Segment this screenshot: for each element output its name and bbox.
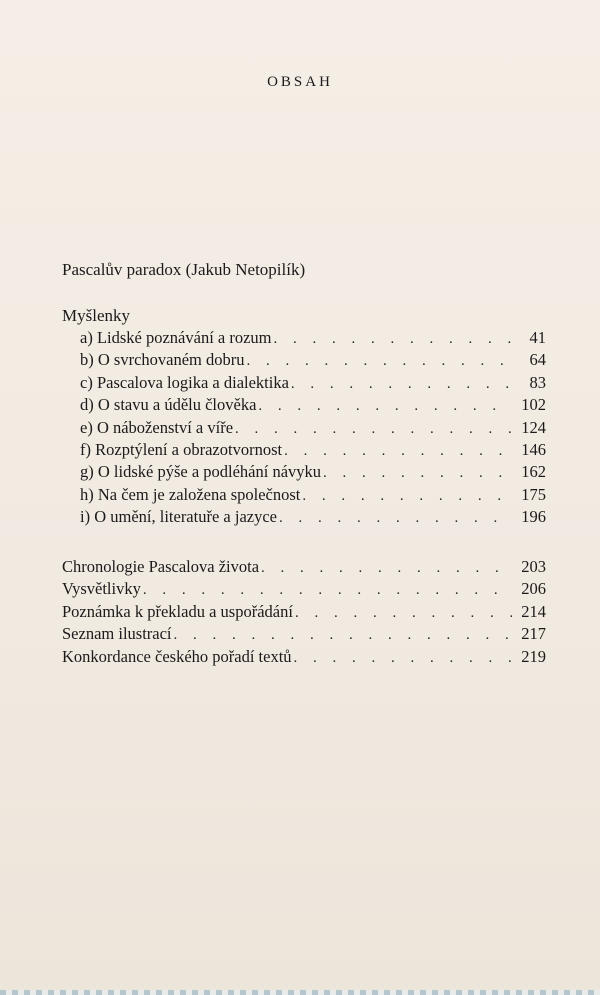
toc-entry-page: 162 (521, 462, 546, 482)
toc-entry-page: 219 (521, 646, 546, 666)
toc-entry-page: 214 (521, 601, 546, 621)
toc-entry (62, 578, 546, 600)
toc-entry-label: g) O lidské pýše a podléhání návyku (80, 462, 322, 482)
toc-entry-page: 41 (529, 328, 546, 347)
toc-entry-label: Seznam ilustrací (62, 624, 172, 644)
toc-entry (62, 484, 546, 506)
dot-leader (258, 395, 512, 417)
dot-leader (274, 328, 512, 350)
toc-entry-page: 203 (521, 557, 546, 576)
toc-entry (62, 327, 546, 349)
dot-leader (261, 557, 512, 579)
toc-entry-label: a) Lidské poznávání a rozum (80, 328, 272, 347)
toc-entry-label: e) O náboženství a víře (80, 417, 234, 437)
toc-entry-label: b) O svrchovaném dobru (80, 350, 245, 370)
section-toc-list (62, 327, 546, 529)
toc-entry-page: 146 (521, 439, 546, 459)
toc-entry-page: 217 (521, 624, 546, 644)
section-title: Myšlenky (62, 306, 130, 325)
appendix-toc-list (62, 556, 546, 668)
toc-entry-label: h) Na čem je založena společnost (80, 484, 301, 504)
toc-entry-label: Poznámka k překladu a uspořádání (62, 601, 293, 621)
toc-entry (62, 601, 546, 623)
toc-entry (62, 372, 546, 394)
page-edge (0, 990, 600, 995)
toc-entry (62, 646, 546, 668)
toc-entry-page: 102 (521, 395, 546, 415)
toc-entry-page: 124 (521, 417, 546, 437)
toc-entry-label: f) Rozptýlení a obrazotvornost (80, 439, 283, 459)
toc-entry-label: c) Pascalova logika a dialektika (80, 372, 289, 392)
toc-entry-label: Vysvětlivky (62, 579, 141, 599)
toc-entry-page: 83 (529, 372, 546, 392)
toc-entry-page: 196 (521, 507, 546, 527)
toc-entry (62, 349, 546, 371)
dot-leader (284, 440, 512, 462)
dot-leader (302, 485, 512, 507)
dot-leader (279, 507, 512, 529)
toc-entry-page: 175 (521, 484, 546, 504)
toc-entry-page: 64 (529, 350, 546, 370)
dot-leader (295, 602, 512, 624)
dot-leader (174, 624, 512, 646)
dot-leader (247, 350, 512, 372)
toc-entry-label: Chronologie Pascalova života (62, 557, 260, 576)
dot-leader (323, 462, 512, 484)
toc-entry (62, 623, 546, 645)
intro-entry: Pascalův paradox (Jakub Netopilík) (62, 260, 306, 279)
toc-entry (62, 461, 546, 483)
toc-entry-label: d) O stavu a údělu člověka (80, 395, 257, 415)
toc-entry (62, 439, 546, 461)
dot-leader (235, 418, 512, 440)
toc-entry (62, 506, 546, 528)
dot-leader (294, 647, 512, 669)
toc-entry-label: i) O umění, literatuře a jazyce (80, 507, 277, 527)
dot-leader (143, 579, 512, 601)
toc-entry (62, 556, 546, 578)
toc-entry (62, 394, 546, 416)
toc-entry (62, 417, 546, 439)
toc-entry-label: Konkordance českého pořadí textů (62, 646, 292, 666)
dot-leader (291, 373, 512, 395)
page-heading: OBSAH (267, 74, 333, 90)
toc-entry-page: 206 (521, 579, 546, 599)
